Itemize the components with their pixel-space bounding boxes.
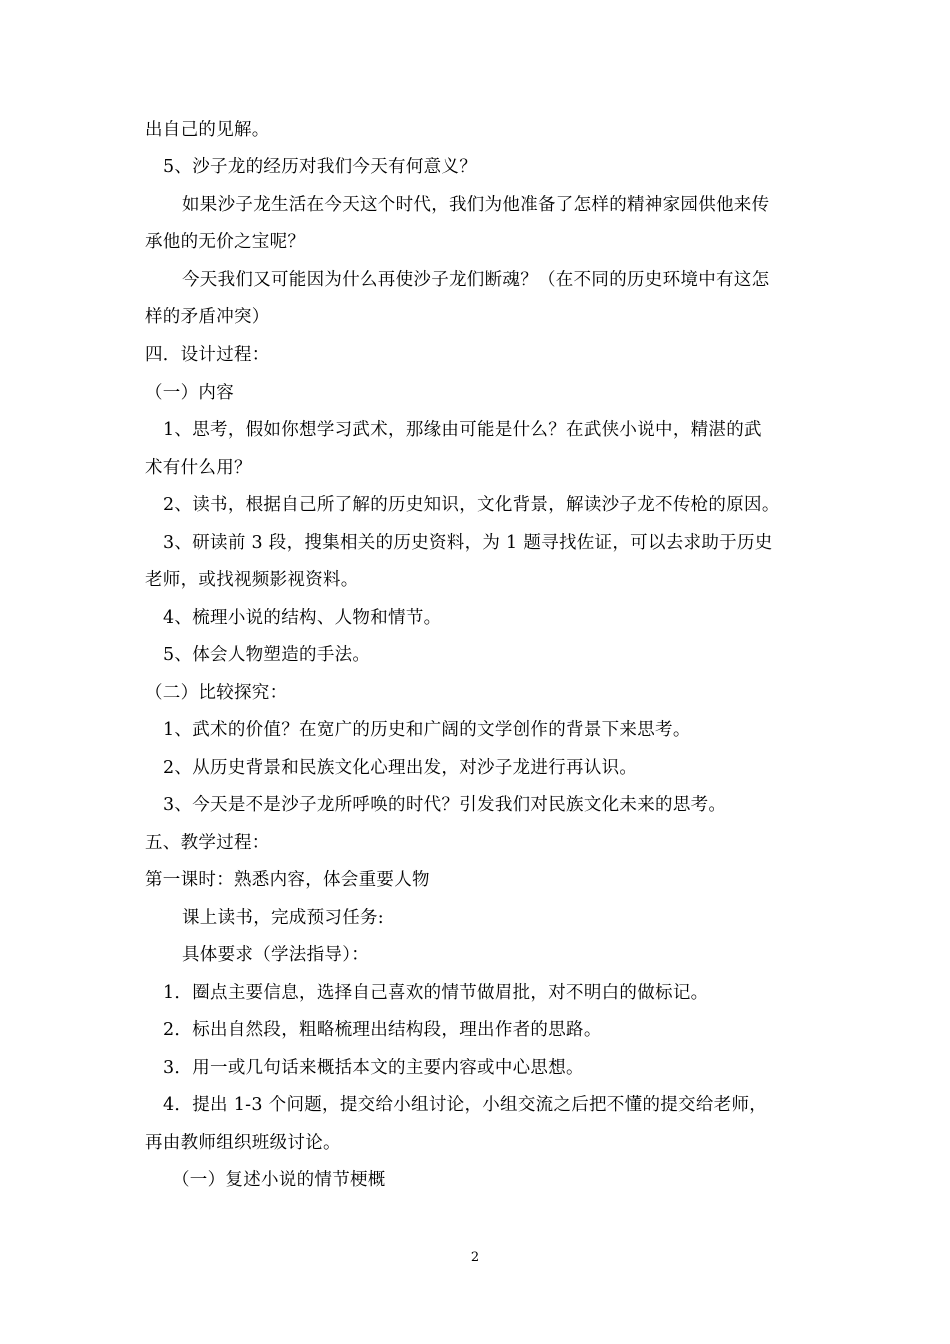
list-item: 4、梳理小说的结构、人物和情节。 <box>163 608 442 628</box>
list-item: 3．用一或几句话来概括本文的主要内容或中心思想。 <box>163 1058 584 1078</box>
list-item: 1、武术的价值？在宽广的历史和广阔的文学创作的背景下来思考。 <box>163 720 691 740</box>
text-line: 承他的无价之宝呢？ <box>145 232 306 252</box>
list-item: 3、研读前 3 段，搜集相关的历史资料，为 1 题寻找佐证，可以去求助于历史 <box>163 533 773 553</box>
text-line: 再由教师组织班级讨论。 <box>145 1133 341 1153</box>
text-line: 术有什么用？ <box>145 458 252 478</box>
list-item: 1．圈点主要信息，选择自己喜欢的情节做眉批，对不明白的做标记。 <box>163 983 709 1003</box>
page-number: 2 <box>470 1250 480 1265</box>
list-item: 5、体会人物塑造的手法。 <box>163 645 371 665</box>
text-line: 具体要求（学法指导）： <box>182 945 370 965</box>
text-line: 样的矛盾冲突） <box>145 307 270 327</box>
subsection-heading: （二）比较探究： <box>145 683 288 703</box>
subsection-heading: （一）复述小说的情节梗概 <box>172 1170 386 1190</box>
list-item: 2、从历史背景和民族文化心理出发，对沙子龙进行再认识。 <box>163 758 638 778</box>
text-line: 今天我们又可能因为什么再使沙子龙们断魂？（在不同的历史环境中有这怎 <box>182 270 770 290</box>
list-item: 2．标出自然段，粗略梳理出结构段，理出作者的思路。 <box>163 1020 602 1040</box>
list-item: 2、读书，根据自己所了解的历史知识，文化背景，解读沙子龙不传枪的原因。 <box>163 495 780 515</box>
section-heading: 四．设计过程： <box>145 345 270 365</box>
text-line: 课上读书，完成预习任务: <box>182 908 384 928</box>
list-item: 3、今天是不是沙子龙所呼唤的时代？引发我们对民族文化未来的思考。 <box>163 795 727 815</box>
list-item: 4．提出 1-3 个问题，提交给小组讨论，小组交流之后把不懂的提交给老师， <box>163 1095 768 1115</box>
text-line: 第一课时：熟悉内容，体会重要人物 <box>145 870 430 890</box>
section-heading: 五、教学过程： <box>145 833 270 853</box>
text-line: 老师，或找视频影视资料。 <box>145 570 359 590</box>
text-line: 出自己的见解。 <box>145 120 270 140</box>
list-item: 1、思考，假如你想学习武术，那缘由可能是什么？在武侠小说中，精湛的武 <box>163 420 762 440</box>
text-line: 5、沙子龙的经历对我们今天有何意义？ <box>163 157 478 177</box>
text-line: 如果沙子龙生活在今天这个时代，我们为他准备了怎样的精神家园供他来传 <box>182 195 770 215</box>
subsection-heading: （一）内容 <box>145 383 234 403</box>
